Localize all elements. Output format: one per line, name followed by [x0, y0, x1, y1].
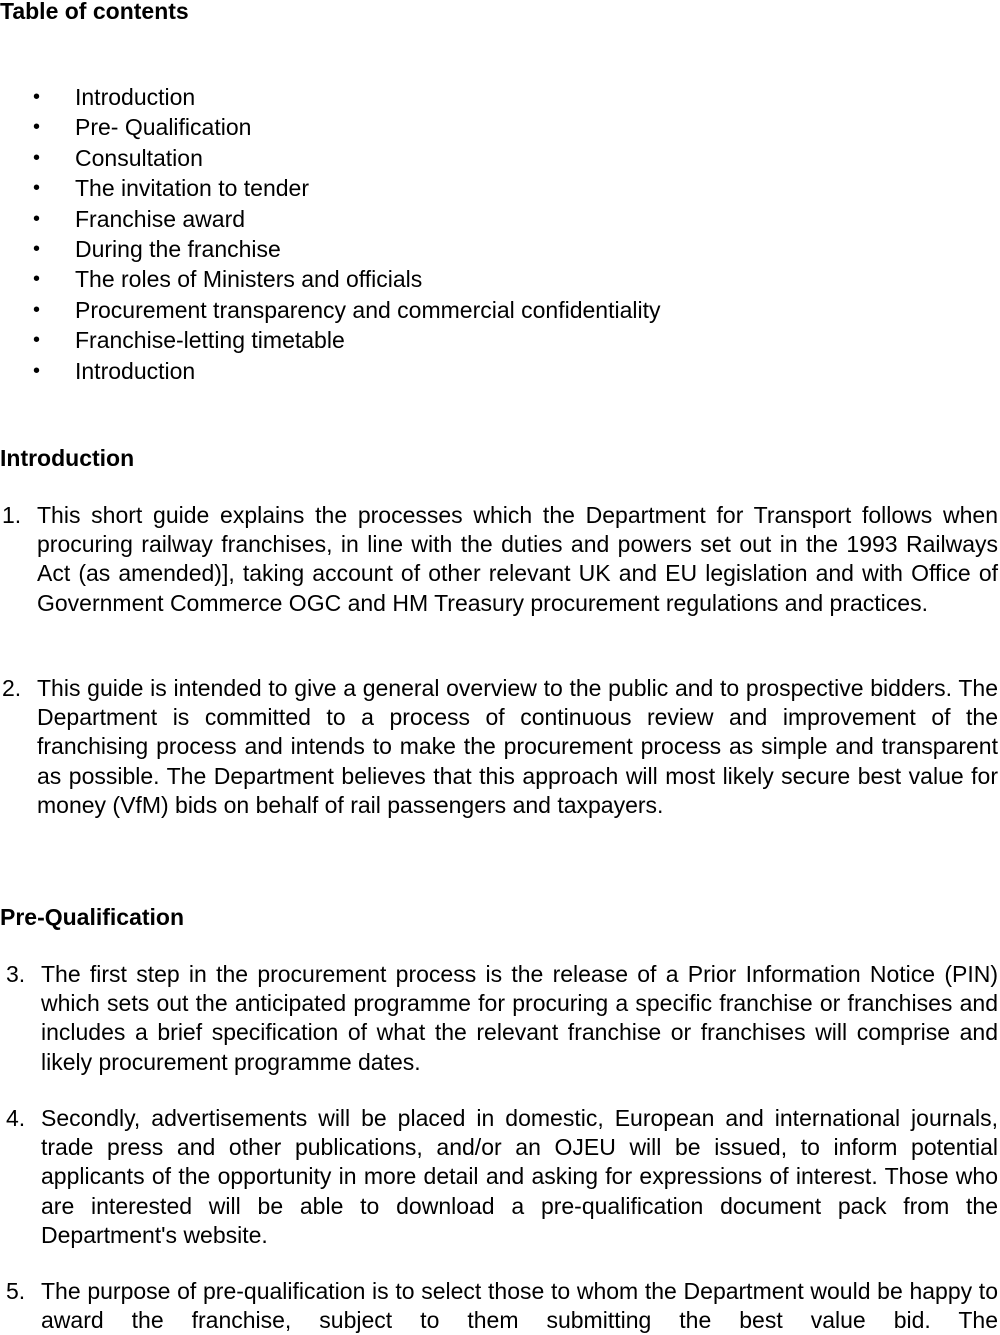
- paragraph-number: 3.: [6, 961, 26, 987]
- bullet-icon: •: [33, 86, 41, 108]
- paragraph-3: [0, 960, 998, 1077]
- section-heading-introduction: Introduction: [0, 445, 135, 471]
- paragraph-4: [0, 1104, 998, 1250]
- toc-list: [0, 82, 661, 386]
- section-heading-prequalification: Pre-Qualification: [0, 904, 185, 930]
- bullet-icon: •: [33, 268, 41, 291]
- toc-title: Table of contents: [0, 0, 189, 24]
- paragraph-text: This short guide explains the processes which the Department for Transport follows when procuring railway franchises, in line with the duties and powers set out in the 1993 Railways Act (as amended)], taking account of other relevant UK and EU legislation and with Office of Government Commerce OGC and HM Treasury procurement regulations and practices.: [37, 502, 998, 616]
- bullet-icon: •: [33, 298, 41, 321]
- toc-item[interactable]: • The roles of Ministers and officials: [0, 264, 661, 294]
- bullet-icon: •: [33, 329, 41, 352]
- toc-item[interactable]: • Procurement transparency and commercial confidentiality: [0, 295, 661, 325]
- bullet-icon: •: [33, 207, 41, 230]
- toc-item[interactable]: • Pre- Qualification: [0, 112, 661, 142]
- bullet-icon: •: [33, 116, 41, 139]
- paragraph-2: [0, 674, 998, 820]
- paragraph-text: This guide is intended to give a general overview to the public and to prospective bidders. The Department is committed to a process of continuous review and improvement of the franchising process and intends to make the procurement process as simple and transparent as possible. The Department believes that this approach will most likely secure best value for money (VfM) bids on behalf of rail passengers and taxpayers.: [37, 675, 998, 818]
- paragraph-number: 5.: [6, 1278, 26, 1304]
- toc-item[interactable]: • Introduction: [0, 356, 661, 386]
- bullet-icon: •: [33, 177, 41, 200]
- bullet-icon: •: [33, 237, 41, 260]
- toc-item[interactable]: • The invitation to tender: [0, 173, 661, 203]
- bullet-icon: •: [33, 146, 41, 169]
- paragraph-number: 2.: [2, 675, 22, 701]
- toc-item[interactable]: • Consultation: [0, 143, 661, 173]
- toc-item[interactable]: • Introduction: [0, 82, 661, 112]
- paragraph-number: 4.: [6, 1105, 26, 1131]
- paragraph-5: [0, 1277, 998, 1335]
- bullet-icon: •: [33, 359, 41, 382]
- toc-item[interactable]: • Franchise award: [0, 204, 661, 234]
- paragraph-text: Secondly, advertisements will be placed in domestic, European and international journals, trade press and other publications, and/or an OJEU will be issued, to inform potential applicants of the opportunity in more detail and asking for expressions of interest. Those who are interested will be able to download a pre-qualification document pack from the Department's website.: [41, 1105, 998, 1248]
- paragraph-1: [0, 501, 998, 618]
- paragraph-number: 1.: [2, 502, 22, 528]
- paragraph-text: The purpose of pre-qualification is to select those to whom the Department would be happy to award the franchise, subject to them submitting the best value bid. The: [41, 1278, 998, 1334]
- toc-item[interactable]: • During the franchise: [0, 234, 661, 264]
- toc-item[interactable]: • Franchise-letting timetable: [0, 325, 661, 355]
- paragraph-text: The first step in the procurement process is the release of a Prior Information Notice (PIN) which sets out the anticipated programme for procuring a specific franchise or franchises and includes a brief specification of what the relevant franchise or franchises will comprise and likely procurement programme dates.: [41, 961, 998, 1075]
